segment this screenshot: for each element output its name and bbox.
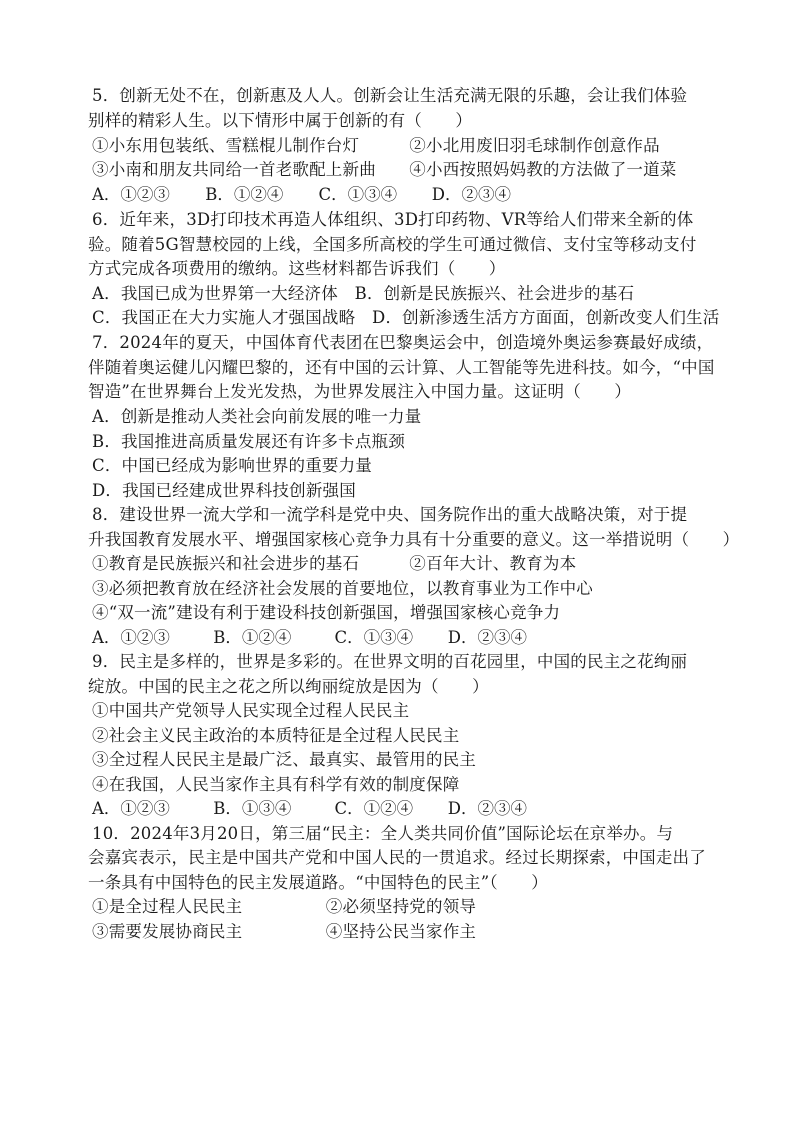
q9-stem-line-1: 9．民主是多样的，世界是多彩的。在世界文明的百花园里，中国的民主之花绚丽 [92, 652, 688, 671]
q9-choices [92, 798, 527, 820]
q10-stem-line-3: 一条具有中国特色的民主发展道路。“中国特色的民主”（ ） [88, 873, 548, 892]
q10-statements-1: ①是全过程人民民主 ②必须坚持党的领导 [92, 897, 477, 916]
q8-statements-2: ③必须把教育放在经济社会发展的首要地位，以教育事业为工作中心 [92, 579, 593, 598]
q6-options-1: A．我国已成为世界第一大经济体 B．创新是民族振兴、社会进步的基石 [92, 284, 635, 303]
q7-stem-line-3: 智造”在世界舞台上发光发热，为世界发展注入中国力量。这证明（ ） [88, 382, 632, 401]
q8-choice-a: A．①②③ [92, 628, 170, 647]
q5-statements-2: ③小南和朋友共同给一首老歌配上新曲 ④小西按照妈妈教的方法做了一道菜 [92, 160, 677, 179]
q8-choice-b: B．①②④ [213, 628, 292, 647]
q10-stem-line-2: 会嘉宾表示，民主是中国共产党和中国人民的一贯追求。经过长期探索，中国走出了 [88, 848, 706, 867]
q8-choice-d: D．②③④ [447, 628, 527, 647]
q8-choice-c: C．①③④ [334, 628, 414, 647]
q9-statement-4: ④在我国，人民当家作主具有科学有效的制度保障 [92, 775, 460, 794]
q10-statements-2: ③需要发展协商民主 ④坚持公民当家作主 [92, 922, 477, 941]
q8-choices [92, 627, 527, 649]
q6-stem-line-1: 6．近年来，3D打印技术再造人体组织、3D打印药物、VR等给人们带来全新的体 [92, 210, 694, 229]
q10-stem-line-1: 10．2024年3月20日，第三届“民主：全人类共同价值”国际论坛在京举办。与 [92, 824, 674, 843]
q9-statement-3: ③全过程人民民主是最广泛、最真实、最管用的民主 [92, 750, 477, 769]
q7-stem-line-1: 7．2024年的夏天，中国体育代表团在巴黎奥运会中，创造境外奥运参赛最好成绩， [92, 333, 714, 352]
q5-choice-c: C．①③④ [318, 185, 398, 204]
q5-choice-b: B．①②④ [205, 185, 284, 204]
q9-stem-line-2: 绽放。中国的民主之花之所以绚丽绽放是因为（ ） [88, 677, 489, 696]
q8-statements-1: ①教育是民族振兴和社会进步的基石 ②百年大计、教育为本 [92, 554, 577, 573]
q9-statement-2: ②社会主义民主政治的本质特征是全过程人民民主 [92, 726, 460, 745]
q8-statements-3: ④“双一流”建设有利于建设科技创新强国，增强国家核心竞争力 [92, 603, 561, 622]
q7-option-b: B．我国推进高质量发展还有许多卡点瓶颈 [92, 432, 405, 451]
q9-choice-b: B．①③④ [213, 799, 292, 818]
q7-option-a: A．创新是推动人类社会向前发展的唯一力量 [92, 407, 422, 426]
q6-stem-line-2: 验。随着5G智慧校园的上线，全国多所高校的学生可通过微信、支付宝等移动支付 [88, 235, 697, 254]
q9-choice-d: D．②③④ [447, 799, 527, 818]
q5-statements-1: ①小东用包装纸、雪糕棍儿制作台灯 ②小北用废旧羽毛球制作创意作品 [92, 136, 660, 155]
q5-choice-a: A．①②③ [92, 185, 170, 204]
q9-choice-c: C．①②④ [334, 799, 414, 818]
q7-stem-line-2: 伴随着奥运健儿闪耀巴黎的，还有中国的云计算、人工智能等先进科技。如今，“中国 [88, 358, 715, 377]
q9-choice-a: A．①②③ [92, 799, 170, 818]
q5-choice-d: D．②③④ [431, 185, 511, 204]
q8-stem-line-1: 8．建设世界一流大学和一流学科是党中央、国务院作出的重大战略决策，对于提 [92, 505, 688, 524]
q5-stem-line-2: 别样的精彩人生。以下情形中属于创新的有（ ） [88, 111, 473, 130]
q5-stem-line-1: 5．创新无处不在，创新惠及人人。创新会让生活充满无限的乐趣，会让我们体验 [92, 86, 688, 105]
q8-stem-line-2: 升我国教育发展水平、增强国家核心竞争力具有十分重要的意义。这一举措说明（ ） [88, 530, 740, 549]
q7-option-c: C．中国已经成为影响世界的重要力量 [92, 456, 373, 475]
q5-choices [92, 184, 511, 206]
q6-options-2: C．我国正在大力实施人才强国战略 D．创新渗透生活方方面面，创新改变人们生活 [92, 308, 720, 327]
q7-option-d: D．我国已经建成世界科技创新强国 [92, 481, 356, 500]
q6-stem-line-3: 方式完成各项费用的缴纳。这些材料都告诉我们（ ） [88, 259, 506, 278]
q9-statement-1: ①中国共产党领导人民实现全过程人民民主 [92, 701, 410, 720]
